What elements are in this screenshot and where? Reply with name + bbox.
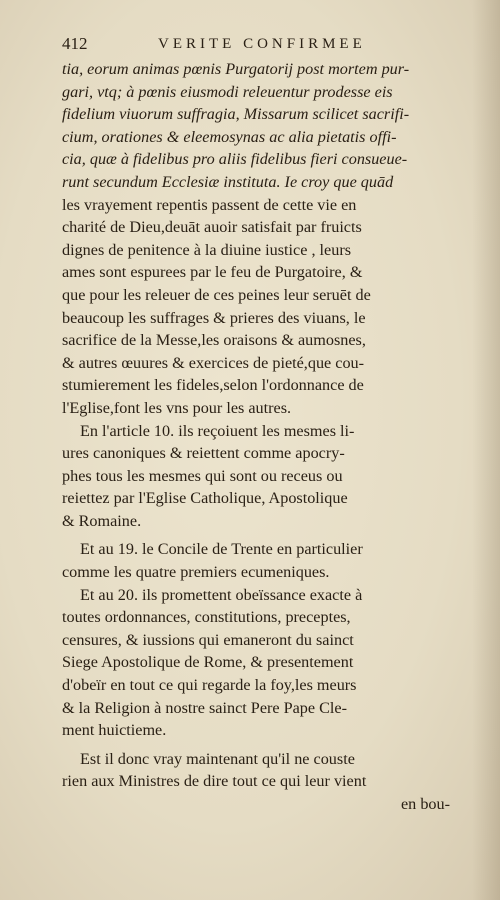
text-line: cium, orationes & eleemosynas ac alia pietatis offi-: [62, 127, 397, 146]
text-line: Et au 20. ils promettent obeïssance exacte à: [80, 585, 363, 604]
text-line: & autres œuures & exercices de pieté,que cou-: [62, 353, 365, 372]
page-header: [62, 34, 412, 56]
text-line: que pour les releuer de ces peines leur seruēt de: [62, 285, 371, 304]
text-line: Est il donc vray maintenant qu'il ne couste: [80, 749, 355, 768]
text-line: charité de Dieu,deuāt auoir satisfait par fruicts: [62, 218, 362, 237]
text-line: gari, vtq; à pœnis eiusmodi releuentur prodesse eis: [62, 82, 393, 101]
text-line: censures, & iussions qui emaneront du sainct: [62, 630, 354, 649]
text-line: & Romaine.: [62, 511, 142, 530]
text-line: fidelium viuorum suffragia, Missarum scilicet sacrifi-: [62, 105, 410, 124]
page-number: 412: [62, 34, 88, 53]
text-line: En l'article 10. ils reçoiuent les mesmes li-: [80, 421, 355, 440]
text-line: beaucoup les suffrages & prieres des viuans, le: [62, 308, 366, 327]
text-line: rien aux Ministres de dire tout ce qui leur vient: [62, 772, 367, 791]
text-line: ment huictieme.: [62, 721, 167, 740]
text-line: comme les quatre premiers ecumeniques.: [62, 563, 330, 582]
text-line: Et au 19. le Concile de Trente en particulier: [80, 540, 363, 559]
text-line: phes tous les mesmes qui sont ou receus ou: [62, 466, 343, 485]
text-line: & la Religion à nostre sainct Pere Pape Cle-: [62, 698, 348, 717]
text-line: l'Eglise,font les vns pour les autres.: [62, 398, 292, 417]
page-body-text: [62, 58, 450, 816]
text-line: runt secundum Ecclesiæ instituta. Ie croy que quād: [62, 172, 394, 191]
running-title: VERITE CONFIRMEE: [158, 36, 366, 52]
text-line: dignes de penitence à la diuine iustice , leurs: [62, 240, 352, 259]
text-line: tia, eorum animas pœnis Purgatorij post mortem pur-: [62, 60, 410, 78]
text-line: les vrayement repentis passent de cette vie en: [62, 195, 357, 214]
text-line: toutes ordonnances, constitutions, preceptes,: [62, 608, 351, 627]
text-line: ames sont espurees par le feu de Purgatoire, &: [62, 263, 363, 282]
text-line: reiettez par l'Eglise Catholique, Apostolique: [62, 489, 348, 508]
text-line: stumierement les fideles,selon l'ordonnance de: [62, 376, 364, 395]
text-line: d'obeïr en tout ce qui regarde la foy,les meurs: [62, 676, 357, 695]
text-line: en bou-: [401, 795, 450, 813]
text-line: cia, quæ à fidelibus pro aliis fidelibus fieri consueue-: [62, 150, 408, 169]
text-line: Siege Apostolique de Rome, & presentement: [62, 653, 354, 672]
text-line: ures canoniques & reiettent comme apocry-: [62, 444, 345, 463]
text-line: sacrifice de la Messe,les oraisons & aumosnes,: [62, 331, 366, 350]
